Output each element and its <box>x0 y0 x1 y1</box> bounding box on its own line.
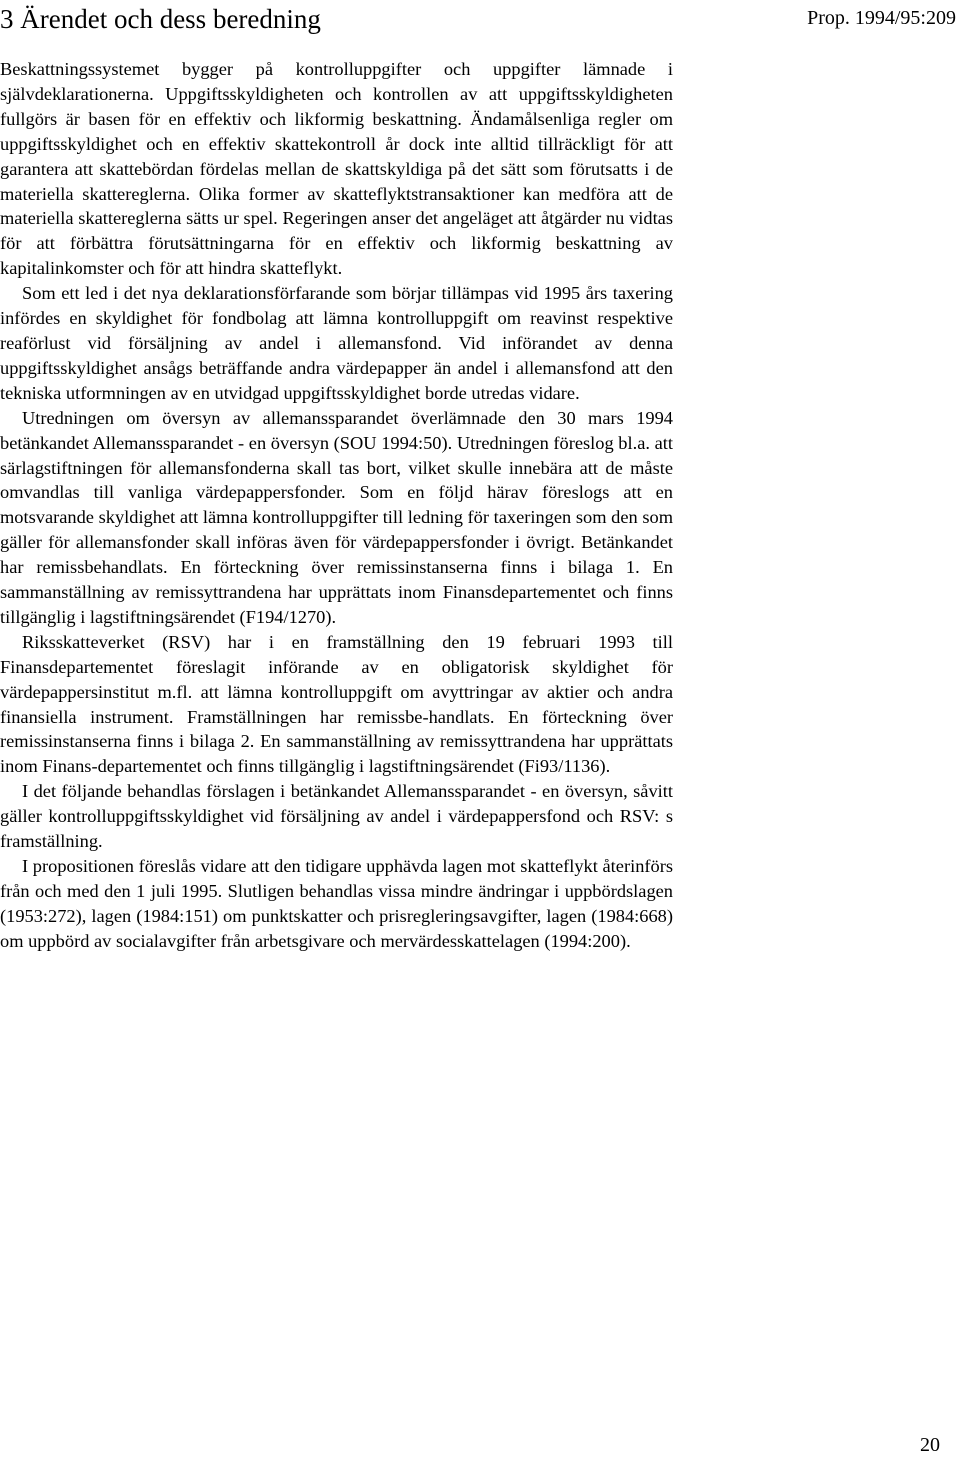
chapter-title: 3 Ärendet och dess beredning <box>0 4 321 34</box>
paragraph-intro: Beskattningssystemet bygger på kontrolluppgifter och uppgifter lämnade i självdeklarationerna. Uppgiftsskyldigheten och kontrollen av att uppgiftsskyldigheten fullgörs är basen för en effektiv och likformig beskattning. Ändamålsenliga regler om uppgiftsskyldighet och en effektiv skattekontroll år dock inte alltid tillräckligt för att garantera att skattebördan fördelas mellan de skattskyldiga på det sätt som förutsatts i de materiella skattereglerna. Olika former av skatteflyktstransaktioner kan medföra att de materiella skattereglerna sätts ur spel. Regeringen anser det angeläget att åtgärder nu vidtas för att förbättra förutsättningarna för en effektiv och likformig beskattning av kapitalinkomster och för att hindra skatteflykt. <box>0 59 673 279</box>
paragraph-allemansfond: Som ett led i det nya deklarationsförfarande som börjar tillämpas vid 1995 års taxering infördes en skyldighet för fondbolag att lämna kontrolluppgift om reavinst respektive reaförlust vid försäljning av andel i allemansfond. Vid införandet av denna uppgiftsskyldighet ansågs beträffande andra värdepapper än andel i allemansfond att den tekniska utformningen av en utvidgad uppgiftsskyldighet borde utredas vidare. <box>0 283 673 403</box>
page-number: 20 <box>920 1434 940 1456</box>
paragraph-utredningen: Utredningen om översyn av allemanssparandet överlämnade den 30 mars 1994 betänkandet Allemanssparandet - en översyn (SOU 1994:50). Utredningen föreslog bl.a. att särlagstiftningen för allemansfonderna skall tas bort, vilket skulle innebära att de måste omvandlas till vanliga värdepappersfonder. Som en följd härav föreslogs att en motsvarande skyldighet att lämna kontrolluppgifter till ledning för taxeringen som den som gäller för allemansfonder skall införas även för värdepappersfonder i övrigt. Betänkandet har remissbehandlats. En förteckning över remissinstanserna finns i bilaga 1. En sammanställning av remissyttrandena har upprättats inom Finansdepartementet och finns tillgänglig i lagstiftningsärendet (F194/1270). <box>0 407 673 627</box>
body-text <box>0 57 673 954</box>
paragraph-rsv: Riksskatteverket (RSV) har i en framställning den 19 februari 1993 till Finansdepartementet föreslagit införande av en obligatorisk skyldighet för värdepappersinstitut m.fl. att lämna kontrolluppgift om avyttringar av aktier och andra finansiella instrument. Framställningen har remissbe-handlats. En förteckning över remissinstanserna finns i bilaga 2. En sammanställning av remissyttrandena har upprättats inom Finans-departementet och finns tillgänglig i lagstiftningsärendet (Fi93/1136). <box>0 631 673 777</box>
paragraph-behandlas: I det följande behandlas förslagen i betänkandet Allemanssparandet - en översyn, såvitt gäller kontrolluppgiftsskyldighet vid försäljning av andel i värdepappersfond och RSV: s framställning. <box>0 781 673 852</box>
paragraph-propositionen: I propositionen föreslås vidare att den tidigare upphävda lagen mot skatteflykt återinförs från och med den 1 juli 1995. Slutligen behandlas vissa mindre ändringar i uppbördslagen (1953:272), lagen (1984:151) om punktskatter och prisregleringsavgifter, lagen (1984:668) om uppbörd av socialavgifter från arbetsgivare och mervärdesskattelagen (1994:200). <box>0 856 673 951</box>
proposition-reference: Prop. 1994/95:209 <box>807 7 956 29</box>
